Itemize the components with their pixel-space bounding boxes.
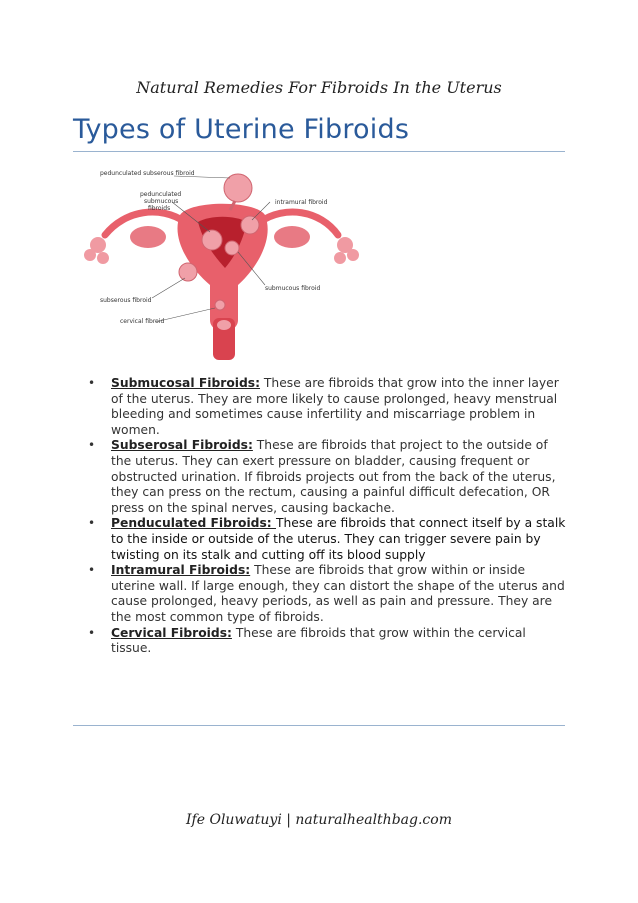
list-item-cervical	[84, 626, 570, 657]
description-submucosal: These are fibroids that grow into the inner layer of the uterus. They are more likely to cause prolonged, heavy menstrual bleeding and sometimes cause infertility and miscarriage problem in women.	[111, 376, 559, 437]
label-cervical: cervical fibroid	[120, 318, 165, 325]
description-subserosal: These are fibroids that project to the outside of the uterus. They can exert pressure on bladder, causing frequent or obstructed urination. If fibroids projects out from the back of the uterus, they can press on the rectum, causing a painful difficult defecation, OR press on the spinal nerves, causing backache.	[111, 438, 556, 515]
heading-divider	[73, 151, 565, 152]
description-cervical: These are fibroids that grow within the cervical tissue.	[111, 625, 526, 656]
description-penduculated: These are fibroids that connect itself by a stalk to the inside or outside of the uterus. They can trigger severe pain by twisting on its stalk and cutting off its blood supply	[111, 516, 566, 562]
label-pedunculated-subserous: pedunculated subserous fibroid	[100, 170, 195, 177]
uterus-illustration	[70, 160, 360, 365]
label-pedunculated-submucous-1: pedunculated	[140, 191, 182, 198]
list-item-submucosal	[84, 376, 570, 438]
label-intramural: intramural fibroid	[275, 199, 328, 206]
description-intramural: These are fibroids that grow within or inside uterine wall. If large enough, they can distort the shape of the uterus and cause prolonged, heavy periods, as well as pain and pressure. They are the most common type of fibroids.	[111, 563, 565, 624]
list-item-intramural	[84, 563, 570, 625]
term-submucosal: Submucosal Fibroids:	[111, 376, 261, 390]
bullet-icon: •	[88, 625, 96, 640]
page-header-title: Natural Remedies For Fibroids In the Uterus	[136, 78, 502, 97]
list-item-penduculated	[84, 516, 570, 563]
label-subserous: subserous fibroid	[100, 297, 152, 304]
term-subserosal: Subserosal Fibroids:	[111, 438, 253, 453]
bullet-icon: •	[88, 516, 96, 531]
label-pedunculated-submucous-3: fibroids	[148, 205, 171, 212]
label-submucous: submucous fibroid	[265, 285, 321, 292]
fibroid-types-list	[84, 376, 570, 657]
page-footer: Ife Oluwatuyi | naturalhealthbag.com	[186, 812, 452, 828]
footer-divider	[73, 725, 565, 726]
label-pedunculated-submucous-2: submucous	[144, 198, 179, 205]
term-cervical: Cervical Fibroids:	[111, 625, 232, 640]
section-heading: Types of Uterine Fibroids	[73, 114, 410, 145]
term-intramural: Intramural Fibroids:	[111, 563, 251, 578]
bullet-icon: •	[88, 376, 96, 390]
bullet-icon: •	[88, 438, 96, 453]
bullet-icon: •	[88, 563, 96, 578]
term-penduculated: Penduculated Fibroids:	[111, 516, 276, 531]
uterine-fibroids-diagram	[70, 160, 360, 365]
list-item-subserosal	[84, 438, 570, 516]
